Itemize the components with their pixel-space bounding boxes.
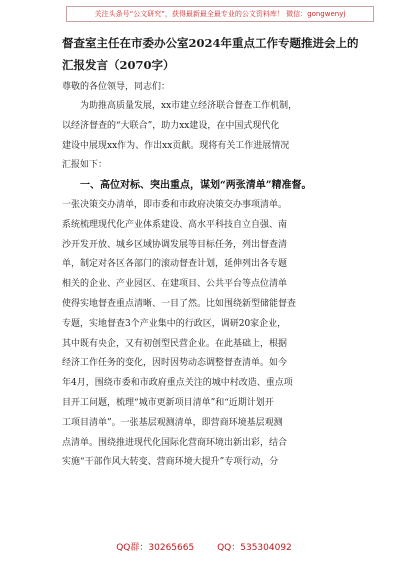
salutation: 尊敬的各位领导，同志们： bbox=[62, 82, 171, 92]
body-line: 经济工作任务的变化，因时因势动态调整督查清单。如今 bbox=[62, 358, 288, 369]
body-line: 目开工问题，梳理“城市更新项目清单”和“近期计划开 bbox=[62, 397, 274, 408]
body-line: 使得实地督查重点清晰、一目了然。比如围绕新型储能督查 bbox=[62, 298, 297, 309]
body-line: 系统梳理现代化产业体系建设、高水平科技自立自强、南 bbox=[62, 219, 288, 230]
header-banner: 关注头条号“公文研究”，获得最新最全最专业的公文资料库！ 微信：gongwenyj bbox=[66, 6, 374, 22]
body-line: 年4月，围绕市委和市政府重点关注的城中村改造、重点项 bbox=[62, 378, 293, 389]
body-line: 点清单。围绕推进现代化国际化营商环境出新出彩，结合 bbox=[62, 437, 288, 448]
qq-group-text: QQ群：30265665 bbox=[116, 543, 195, 553]
body-line: 其中既有央企，又有初创型民营企业。在此基础上，根据 bbox=[62, 338, 288, 349]
body-line: 实施“干部作风大转变、营商环境大提升”专项行动，分 bbox=[62, 457, 279, 468]
section-heading: 一、高位对标、突出重点，谋划“两张清单”精准督。 bbox=[80, 180, 312, 192]
body-line: 工项目清单”。一张基层观测清单，即营商环境基层观测 bbox=[62, 417, 283, 428]
body-line: 建设中展现xx作为、作出xx贡献。现将有关工作进展情况 bbox=[62, 140, 290, 151]
body-line: 单，制定对各区各部门的滚动督查计划，延伸列出各专题 bbox=[62, 259, 288, 270]
body-line: 汇报如下： bbox=[62, 160, 108, 171]
body-line: 一张决策交办清单，即市委和市政府决策交办事项清单。 bbox=[62, 199, 288, 210]
title-line-2: 汇报发言（2070字） bbox=[62, 58, 175, 72]
footer-contact bbox=[0, 540, 408, 553]
body-line: 沙开发开放、城乡区域协调发展等目标任务，列出督查清 bbox=[62, 239, 288, 250]
qq-text: QQ：535304092 bbox=[217, 543, 292, 553]
body-line: 相关的企业、产业园区、在建项目、公共平台等点位清单 bbox=[62, 279, 288, 290]
document-title bbox=[62, 32, 362, 76]
body-line: 专题，实地督查3个产业集中的行政区，调研20家企业， bbox=[62, 318, 287, 329]
body-line: 为助推高质量发展，xx市建立经济联合督查工作机制， bbox=[80, 101, 298, 111]
body-line: 以经济督查的“大联合”，助力xx建设，在中国式现代化 bbox=[62, 120, 280, 131]
body-text bbox=[62, 97, 362, 473]
title-line-1: 督查室主任在市委办公室2024年重点工作专题推进会上的 bbox=[62, 36, 359, 50]
document-body bbox=[62, 32, 362, 473]
